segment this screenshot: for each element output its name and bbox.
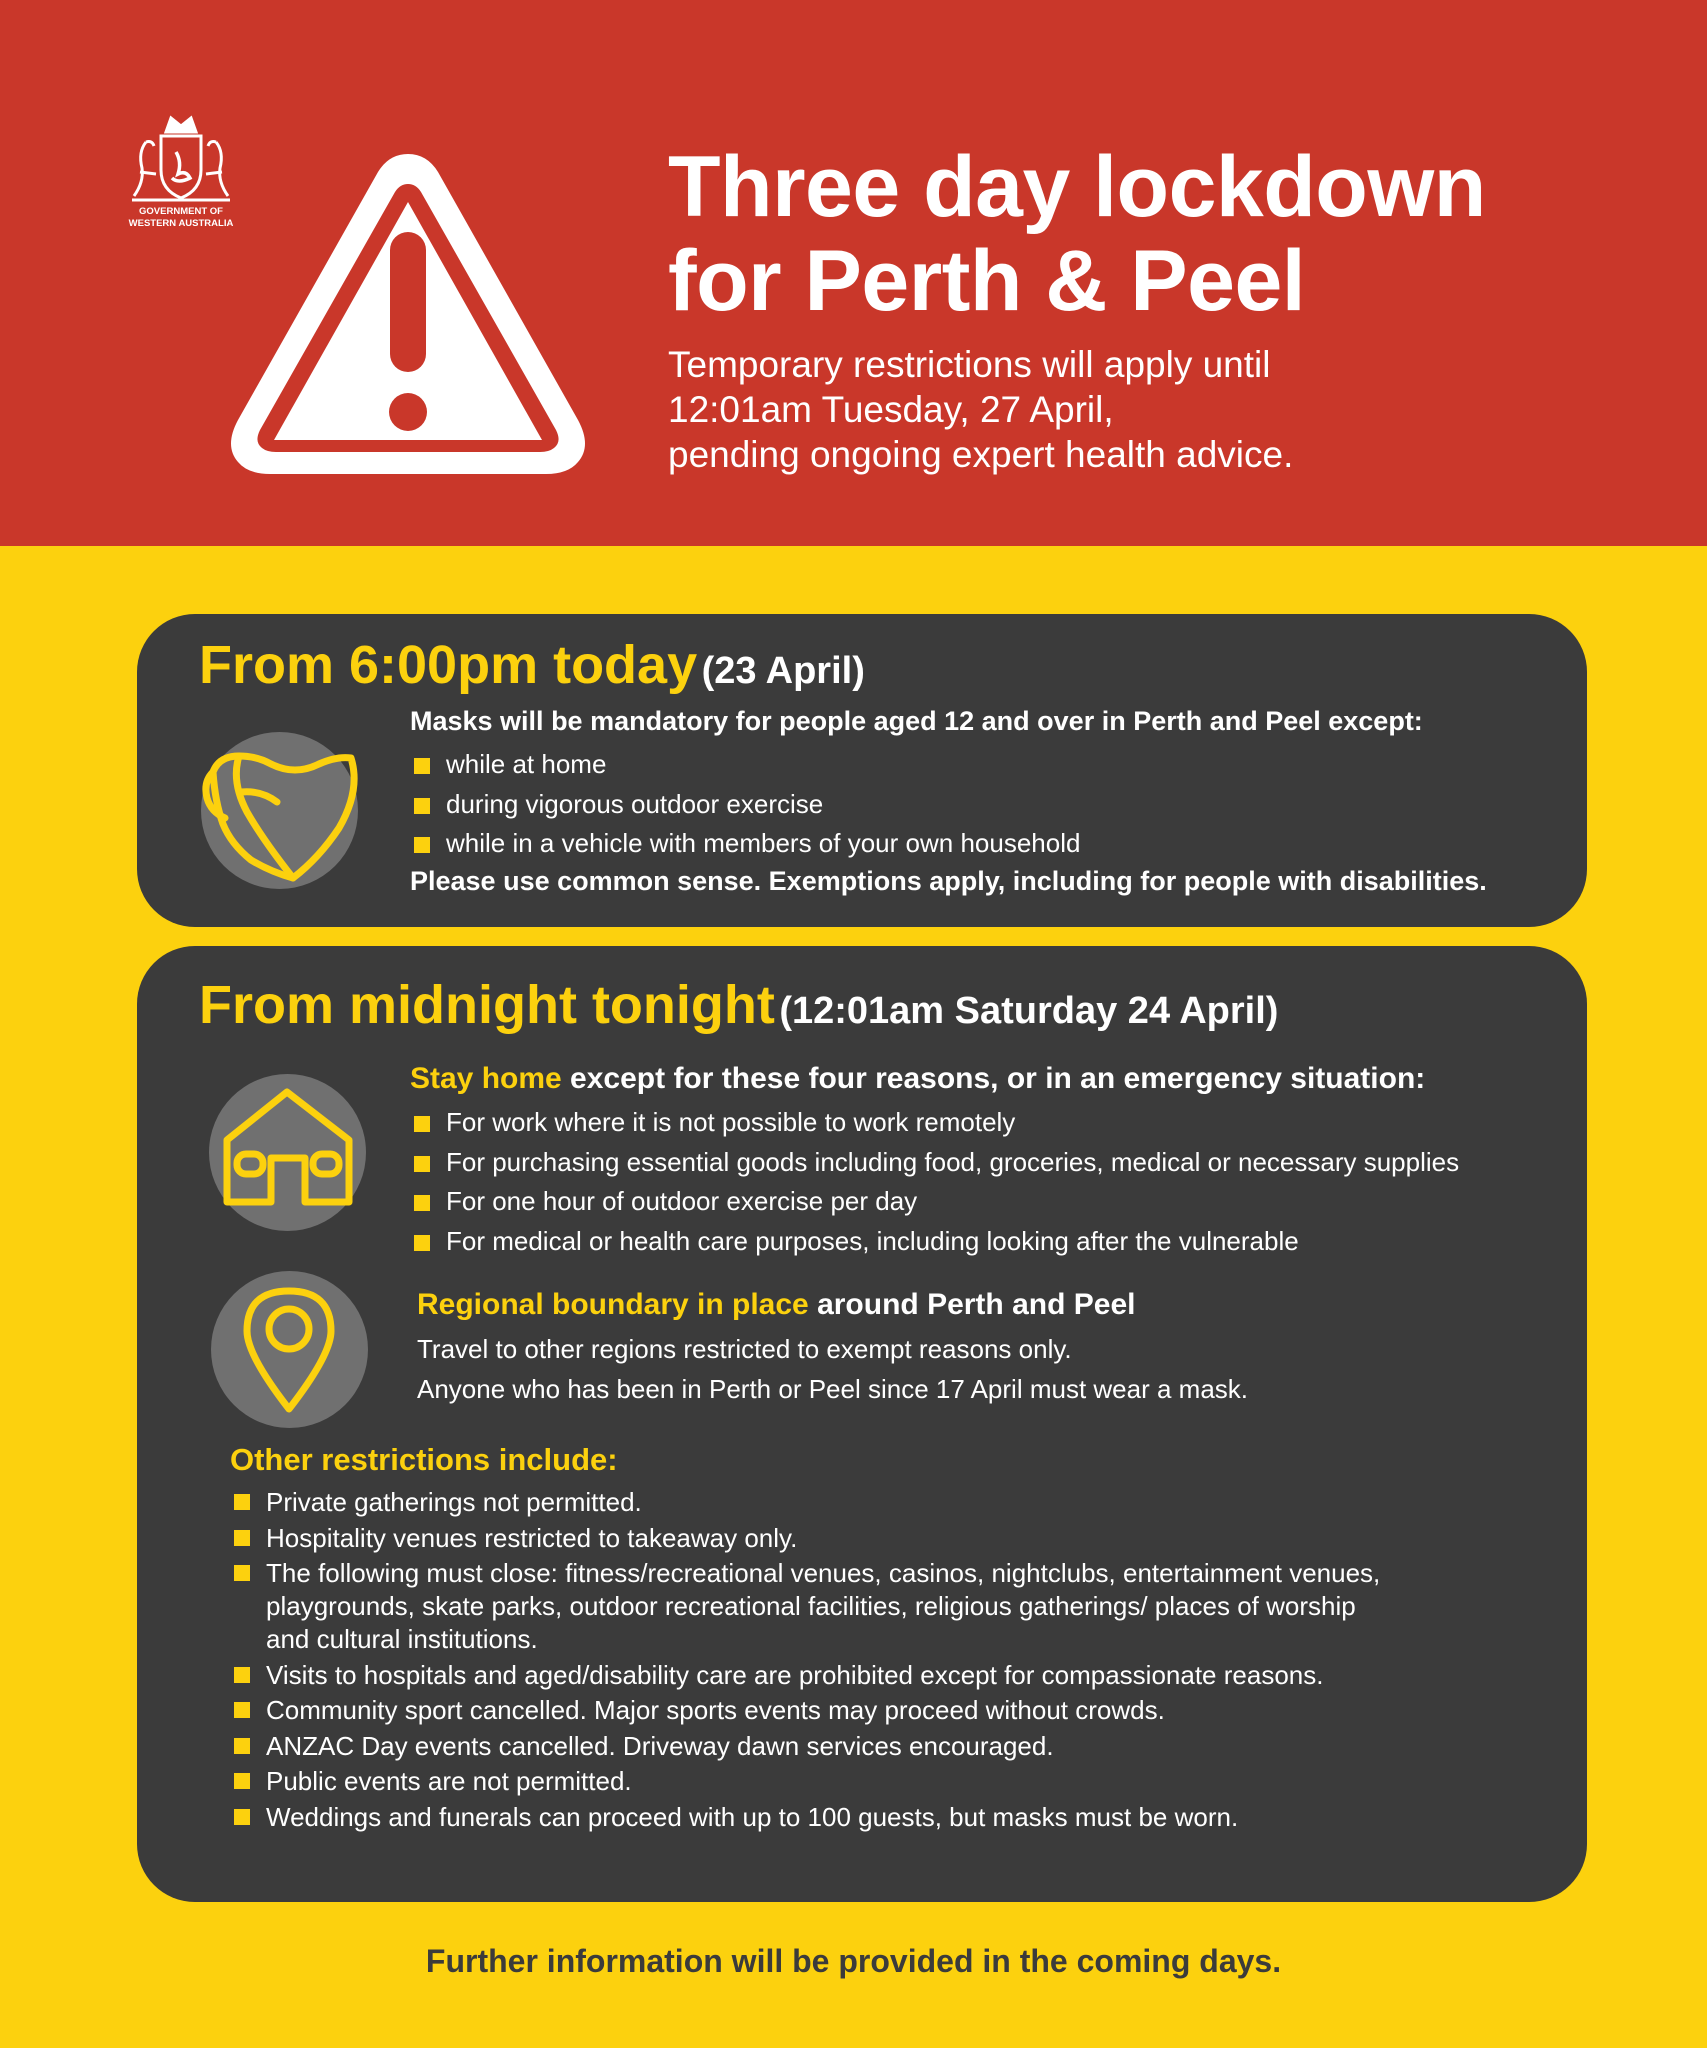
bullet-square-icon [414, 758, 430, 774]
lockdown-panel [137, 946, 1587, 1902]
bullet-square-icon [414, 798, 430, 814]
list-item-text: For purchasing essential goods including food, groceries, medical or necessary supplies [446, 1146, 1460, 1177]
bullet-square-icon [234, 1494, 250, 1510]
house-icon [209, 1074, 366, 1231]
list-item-text: Visits to hospitals and aged/disability care are prohibited except for compassionate reasons. [266, 1659, 1324, 1690]
other-restrictions-heading: Other restrictions include: [230, 1442, 618, 1477]
boundary-heading [417, 1288, 1135, 1322]
subtitle-line-3: pending ongoing expert health advice. [668, 434, 1294, 475]
list-item [230, 1765, 1530, 1798]
bullet-square-icon [414, 1195, 430, 1211]
stay-home-reasons-list [410, 1103, 1459, 1261]
list-item-text: For one hour of outdoor exercise per day [446, 1186, 918, 1216]
mask-exceptions-list [410, 745, 1080, 864]
masks-heading-date: (23 April) [701, 650, 865, 692]
masks-panel [137, 614, 1587, 927]
bullet-square-icon [414, 1235, 430, 1251]
face-mask-icon [201, 732, 358, 889]
warning-triangle-icon [222, 140, 594, 486]
list-item-text: For medical or health care purposes, including looking after the vulnerable [446, 1225, 1299, 1256]
bullet-square-icon [234, 1530, 250, 1546]
masks-heading-time: From 6:00pm today [199, 635, 698, 695]
list-item [230, 1557, 1530, 1656]
masks-heading [199, 634, 865, 696]
bullet-square-icon [234, 1809, 250, 1825]
list-item-text: For work where it is not possible to work remotely [446, 1107, 1016, 1137]
boundary-line-2: Anyone who has been in Perth or Peel since 17 April must wear a mask. [417, 1374, 1248, 1404]
bullet-square-icon [234, 1667, 250, 1683]
list-item [410, 785, 1080, 825]
boundary-highlight: Regional boundary in place [417, 1288, 809, 1321]
list-item [410, 1103, 1459, 1143]
list-item-text: during vigorous outdoor exercise [446, 788, 824, 819]
location-pin-icon [211, 1271, 368, 1428]
list-item [410, 1182, 1459, 1222]
list-item-text: Public events are not permitted. [266, 1766, 632, 1796]
list-item-text: Hospitality venues restricted to takeaway only. [266, 1522, 798, 1553]
lockdown-heading [199, 974, 1278, 1036]
list-item [230, 1486, 1530, 1519]
bullet-square-icon [234, 1738, 250, 1754]
header-banner [0, 0, 1707, 546]
list-item-text: The following must close: fitness/recreational venues, casinos, nightclubs, entertainment venues, playgrounds, skate parks, outdoor recreational facilities, religious gatherings/ places of worship and cultural institutions. [266, 1558, 1381, 1654]
bullet-square-icon [234, 1773, 250, 1789]
stay-home-highlight: Stay home [410, 1062, 562, 1095]
list-item-text: Community sport cancelled. Major sports events may proceed without crowds. [266, 1695, 1165, 1725]
title-line-2: for Perth & Peel [668, 233, 1306, 329]
bullet-square-icon [234, 1702, 250, 1718]
other-restrictions-list [230, 1486, 1530, 1836]
crest-line-2: WESTERN AUSTRALIA [128, 218, 234, 229]
list-item-text: ANZAC Day events cancelled. Driveway dawn services encouraged. [266, 1730, 1054, 1761]
title-line-1: Three day lockdown [668, 139, 1486, 235]
list-item-text: Weddings and funerals can proceed with up to 100 guests, but masks must be worn. [266, 1801, 1239, 1832]
page-title [668, 140, 1486, 328]
crest-line-1: GOVERNMENT OF [139, 206, 223, 217]
subtitle [668, 342, 1293, 477]
masks-note: Please use common sense. Exemptions apply, including for people with disabilities. [410, 866, 1487, 896]
stay-home-heading [410, 1062, 1425, 1096]
list-item [410, 1222, 1459, 1262]
list-item [410, 824, 1080, 864]
footer-note: Further information will be provided in the coming days. [425, 1943, 1282, 1979]
list-item-text: Private gatherings not permitted. [266, 1487, 642, 1517]
bullet-square-icon [414, 1116, 430, 1132]
lockdown-heading-time: From midnight tonight [199, 975, 775, 1035]
boundary-rest: around Perth and Peel [808, 1288, 1136, 1321]
list-item-text: while in a vehicle with members of your own household [446, 828, 1081, 858]
subtitle-line-1: Temporary restrictions will apply until [668, 344, 1271, 385]
list-item-text: while at home [446, 749, 607, 779]
bullet-square-icon [234, 1565, 250, 1581]
list-item [410, 745, 1080, 785]
stay-home-rest: except for these four reasons, or in an emergency situation: [561, 1062, 1426, 1095]
boundary-line-1: Travel to other regions restricted to exempt reasons only. [417, 1334, 1072, 1364]
subtitle-line-2: 12:01am Tuesday, 27 April, [668, 389, 1114, 430]
lockdown-heading-date: (12:01am Saturday 24 April) [779, 990, 1279, 1032]
list-item [230, 1522, 1530, 1555]
bullet-square-icon [414, 1156, 430, 1172]
list-item [230, 1694, 1530, 1727]
list-item [230, 1801, 1530, 1834]
masks-intro: Masks will be mandatory for people aged 12 and over in Perth and Peel except: [410, 706, 1423, 736]
bullet-square-icon [414, 837, 430, 853]
list-item [410, 1143, 1459, 1183]
list-item [230, 1730, 1530, 1763]
list-item [230, 1659, 1530, 1692]
